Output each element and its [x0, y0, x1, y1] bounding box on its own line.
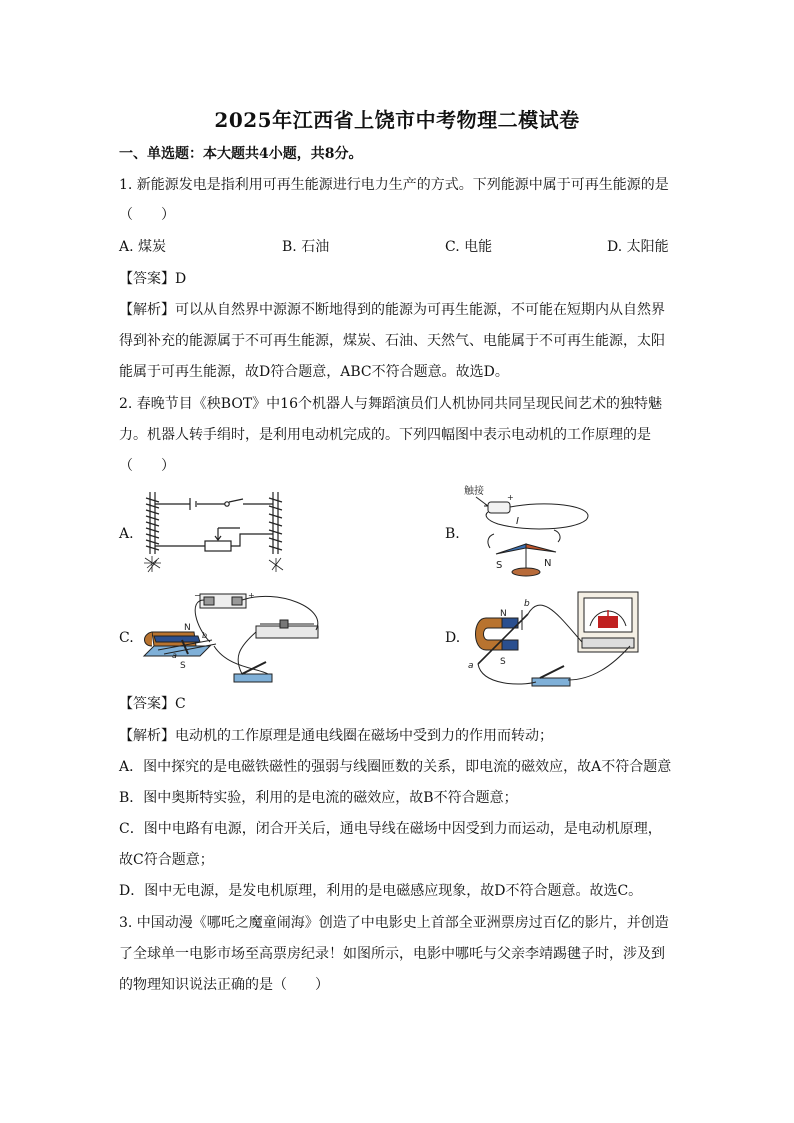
fig-d-label: D.	[445, 630, 461, 646]
fig-a-label: A.	[119, 526, 134, 542]
fig-b-label: B.	[445, 526, 460, 542]
q1-analysis-line3: 能属于可再生能源，故D符合题意，ABC不符合题意。故选D。	[119, 364, 509, 380]
svg-text:+: +	[248, 591, 255, 600]
fig-c-b-label: b	[202, 631, 208, 640]
q1-stem-line1: 1. 新能源发电是指利用可再生能源进行电力生产的方式。下列能源中属于可再生能源的是	[119, 177, 669, 193]
fig-b-north-label: N	[544, 558, 552, 569]
fig-c-south-label: S	[180, 661, 186, 671]
motor-principle-figure	[138, 588, 338, 688]
q2-stem-line1: 2. 春晚节目《秧BOT》中16个机器人与舞蹈演员们人机协同共同呈现民间艺术的独特魅	[119, 396, 662, 412]
q1-option-d: D. 太阳能	[607, 239, 669, 255]
fig-d-south-label: S	[500, 657, 506, 667]
page-title: 2025年江西省上饶市中考物理二模试卷	[214, 108, 580, 132]
svg-text:−: −	[194, 591, 201, 600]
fig-c-label: C.	[119, 630, 134, 646]
fig-c-a-label: a	[172, 651, 177, 660]
q2-analysis-b: B．图中奥斯特实验，利用的是电流的磁效应，故B不符合题意；	[119, 790, 518, 806]
q2-analysis-line1: 【解析】电动机的工作原理是通电线圈在磁场中受到力的作用而转动；	[119, 728, 553, 744]
q1-answer: 【答案】D	[119, 271, 187, 287]
fig-d-b-label: b	[524, 599, 530, 609]
section-heading: 一、单选题：本大题共4小题，共8分。	[119, 146, 363, 162]
q3-stem-line1: 3. 中国动漫《哪吒之魔童闹海》创造了中电影史上首部全亚洲票房过百亿的影片，并创造	[119, 915, 669, 931]
fig-c-north-label: N	[184, 623, 191, 633]
q2-analysis-c1: C．图中电路有电源，闭合开关后，通电导线在磁场中因受到力而运动，是电动机原理，	[119, 821, 662, 837]
q1-option-c: C. 电能	[445, 239, 493, 255]
q3-stem-line3: 的物理知识说法正确的是（ ）	[119, 977, 329, 993]
fig-b-current-label: I	[516, 516, 519, 527]
oersted-figure	[458, 482, 608, 584]
fig-d-a-label: a	[468, 661, 474, 671]
svg-text:+: +	[507, 493, 514, 502]
q2-analysis-a: A．图中探究的是电磁铁磁性的强弱与线圈匝数的关系，即电流的磁效应，故A不符合题意	[119, 759, 672, 775]
q2-analysis-d: D．图中无电源，是发电机原理，利用的是电磁感应现象，故D不符合题意。故选C。	[119, 883, 643, 899]
fig-b-south-label: S	[496, 560, 503, 571]
fig-d-north-label: N	[500, 609, 507, 619]
q2-stem-line3: （ ）	[119, 458, 175, 474]
fig-b-touch-label: 触接	[464, 486, 484, 497]
q1-option-b: B. 石油	[282, 239, 330, 255]
q3-stem-line2: 了全球单一电影市场至高票房纪录！如图所示，电影中哪吒与父亲李靖踢毽子时，涉及到	[119, 946, 665, 962]
q1-stem-line2: （ ）	[119, 207, 175, 223]
q1-analysis-line1: 【解析】可以从自然界中源源不断地得到的能源为可再生能源，不可能在短期内从自然界	[119, 302, 665, 318]
q1-option-a: A. 煤炭	[119, 239, 167, 255]
q2-analysis-c2: 故C符合题意；	[119, 852, 214, 868]
q2-answer: 【答案】C	[119, 696, 186, 712]
generator-principle-figure	[462, 590, 672, 690]
q1-analysis-line2: 得到补充的能源属于不可再生能源，煤炭、石油、天然气、电能属于不可再生能源，太阳	[119, 333, 665, 349]
q2-stem-line2: 力。机器人转手绢时，是利用电动机完成的。下列四幅图中表示电动机的工作原理的是	[119, 427, 651, 443]
electromagnet-figure	[135, 488, 295, 578]
